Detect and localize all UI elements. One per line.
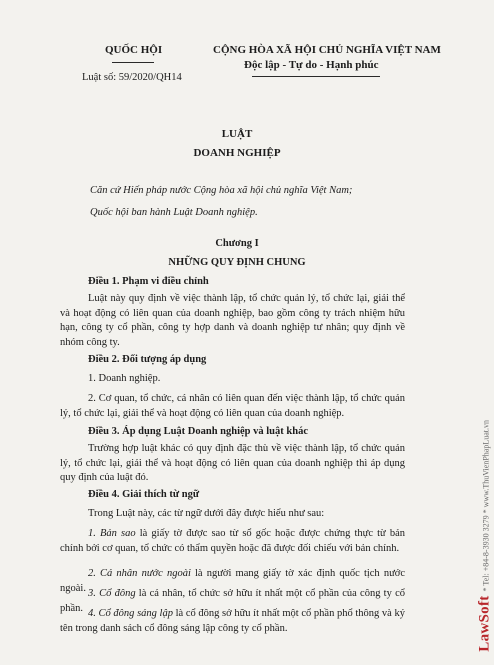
term-3-definition: là cá nhân, tổ chức sở hữu ít nhất một cổ phần của công ty cổ phần. (60, 588, 405, 614)
term-4-name: 4. Cổ đông sáng lập (88, 608, 173, 619)
article-1-title: Điều 1. Phạm vi điều chỉnh (88, 276, 209, 287)
lawsoft-logo: LawSoft (477, 595, 493, 652)
article-2-title: Điều 2. Đối tượng áp dụng (88, 354, 207, 365)
chapter-name: NHỮNG QUY ĐỊNH CHUNG (168, 257, 306, 268)
term-2-name: 2. Cá nhân nước ngoài (88, 568, 191, 579)
article-4-intro: Trong Luật này, các từ ngữ dưới đây được hiểu như sau: (88, 508, 325, 519)
preamble-line2: Quốc hội ban hành Luật Doanh nghiệp. (90, 207, 258, 218)
chapter-number: Chương I (215, 238, 259, 249)
law-number: Luật số: 59/2020/QH14 (82, 72, 182, 83)
term-4-definition: là cổ đông sở hữu ít nhất một cổ phần phổ thông và ký tên trong danh sách cổ đông sáng lập công ty cổ phần. (60, 608, 405, 634)
article-4-title: Điều 4. Giải thích từ ngữ (88, 489, 200, 500)
article-4-term-1 (60, 527, 405, 556)
article-4-term-4 (60, 607, 405, 636)
preamble-line1: Căn cứ Hiến pháp nước Cộng hòa xã hội chủ nghĩa Việt Nam; (90, 185, 353, 196)
term-3-name: 3. Cổ đông (88, 588, 136, 599)
article-1-body: Luật này quy định về việc thành lập, tổ chức quản lý, tổ chức lại, giải thể và hoạt động có liên quan của doanh nghiệp, bao gồm công ty trách nhiệm hữu hạn, công ty cổ phần, công ty hợp danh và doanh nghiệp tư nhân; quy định về nhóm công ty. (60, 293, 405, 348)
article-2-item-2: 2. Cơ quan, tổ chức, cá nhân có liên quan đến việc thành lập, tổ chức quản lý, tổ chức lại, giải thể và hoạt động có liên quan của doanh nghiệp. (60, 393, 405, 419)
law-title-line2: DOANH NGHIỆP (193, 147, 281, 159)
motto-underline (252, 76, 380, 77)
law-title-line1: LUẬT (221, 128, 253, 140)
watermark-contact-text: * Tel: +84-8-3930 3279 * www.ThuVienPhapLuat.vn (482, 420, 491, 592)
term-2-definition: là người mang giấy tờ xác định quốc tịch nước ngoài. (60, 568, 405, 594)
agency-underline (112, 62, 154, 63)
term-1-definition: là giấy tờ được sao từ sổ gốc hoặc được chứng thực từ bản chính bởi cơ quan, tổ chức có thẩm quyền hoặc đã được đối chiếu với bản chính. (60, 528, 405, 554)
article-3-body: Trường hợp luật khác có quy định đặc thù về việc thành lập, tổ chức quản lý, tổ chức lại, giải thể và hoạt động có liên quan của doanh nghiệp thì áp dụng quy định của luật đó. (60, 443, 405, 484)
motto: Độc lập - Tự do - Hạnh phúc (244, 59, 379, 71)
republic-name: CỘNG HÒA XÃ HỘI CHỦ NGHĨA VIỆT NAM (213, 44, 441, 56)
article-2-item-1: 1. Doanh nghiệp. (88, 373, 161, 384)
issuing-agency: QUỐC HỘI (105, 44, 163, 56)
term-1-name: 1. Bản sao (88, 528, 136, 539)
lawsoft-watermark (476, 420, 494, 652)
article-3-title: Điều 3. Áp dụng Luật Doanh nghiệp và luật khác (88, 426, 308, 437)
